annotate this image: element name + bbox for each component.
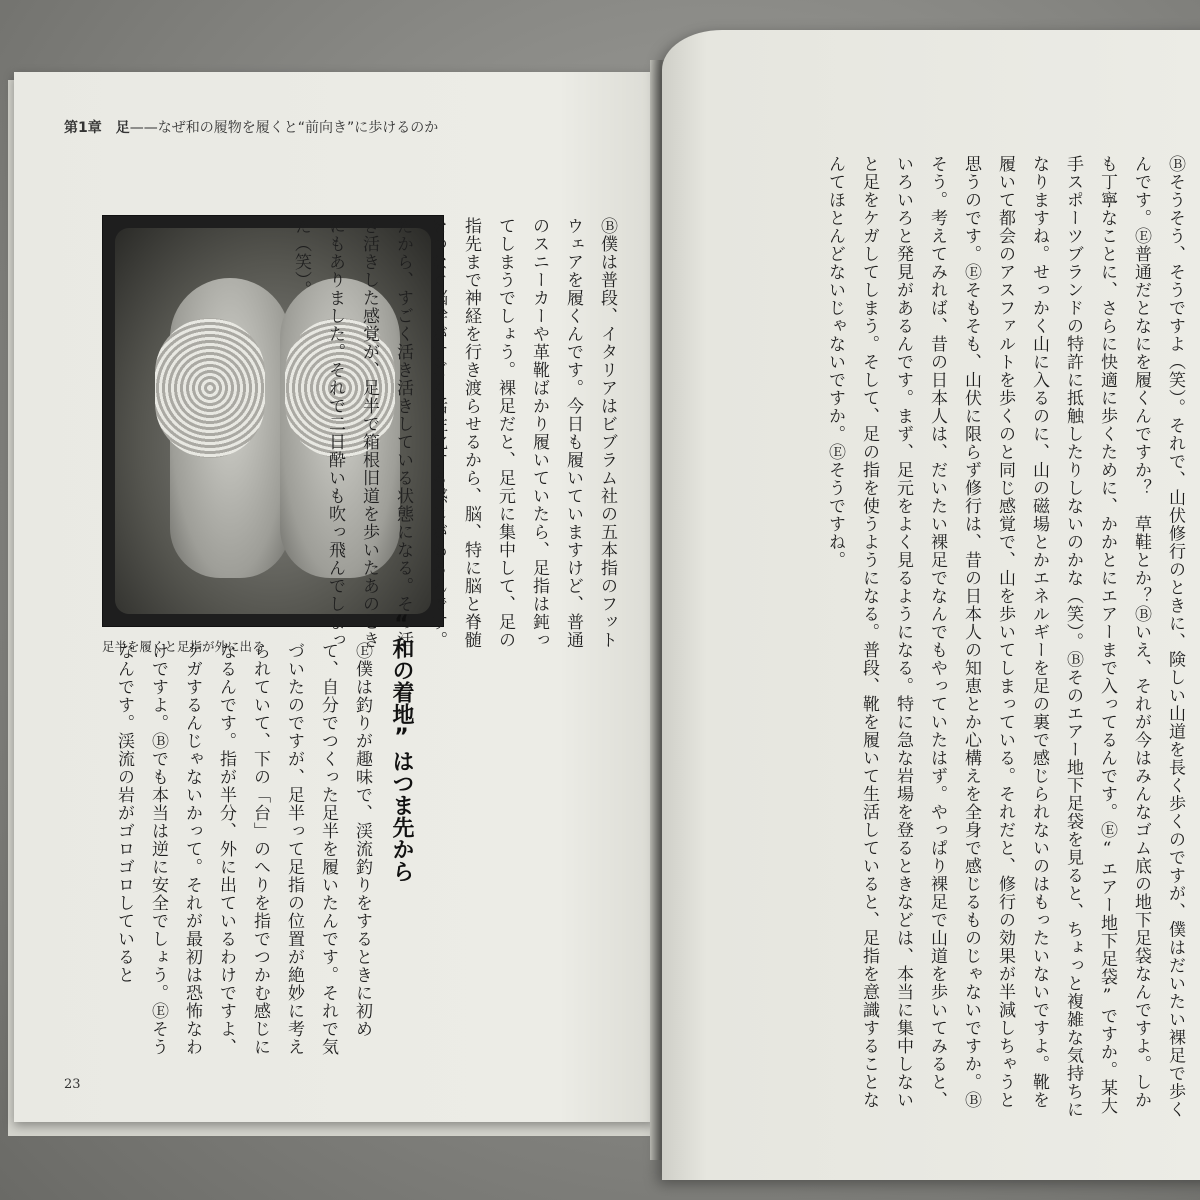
right-page bbox=[662, 30, 1200, 1180]
section-heading: “和の着地”はつま先から bbox=[389, 612, 414, 882]
left-upper-text: Ⓑ僕は普段、イタリアはビブラム社の五本指のフットウェアを履くんです。今日も履いていますけど、普通のスニーカーや革靴ばかり履いていたら、足指は鈍ってしまうでしょう。裸足だと、足元に集中して、足の指先まで神経を行き渡らせるから、脳、特に脳と脊髄をつなぐ脳幹がすごく活性化する感じがあるんです。だから、すごく活き活きしている状態になる。その活き活きした感覚が、足半で箱根旧道を歩いたあのときにもありました。それで二日酔いも吹っ飛んでしまった（笑）。 bbox=[291, 217, 617, 649]
running-header bbox=[64, 117, 438, 137]
left-straw-sandal bbox=[155, 318, 265, 458]
header-title: ——なぜ和の履物を履くと“前向き”に歩けるのか bbox=[129, 120, 439, 136]
header-chapter: 第1章 足 bbox=[64, 120, 130, 136]
page-number: 23 bbox=[64, 1077, 81, 1092]
left-page bbox=[14, 72, 654, 1122]
photo-caption: 足半を履くと足指が外に出る bbox=[102, 639, 265, 654]
right-page-text: Ⓑそうそう、そうですよ（笑）。それで、山伏修行のときに、険しい山道を長く歩くのですが、僕はだいたい裸足で歩くんです。Ⓔ普通だとなにを履くんですか？ 草鞋とか？Ⓑいえ、それが今はみんなゴム底の地下足袋なんですよ。しかも丁寧なことに、さらに快適に歩くために、かかとにエアーまで入ってるんです。Ⓔ“エアー地下足袋”ですか。某大手スポーツブランドの特許に抵触したりしないのかな（笑）。Ⓑそのエアー地下足袋を見ると、ちょっと複雑な気持ちになりますね。せっかく山に入るのに、山の磁場とかエネルギーを足の裏で感じられないのはもったいないですよ。靴を履いて都会のアスファルトを歩くのと同じ感覚で、山を歩いてしまっている。それだと、修行の効果が半減しちゃうと思うのです。Ⓔそもそも、山伏に限らず修行は、昔の日本人の知恵とか心構えを全身で感じるものじゃないですか。Ⓑそう。考えてみれば、昔の日本人は、だいたい裸足でなんでもやっていたはず。やっぱり裸足で山道を歩いてみると、いろいろと発見があるんです。まず、足元をよく見るようになる。特に急な岩場を登るときなどは、本当に集中しないと足をケガしてしまう。そして、足の指を使うようになる。普段、靴を履いて生活していると、足指を意識することなんてほとんどないじゃないですか。Ⓔそうですね。 bbox=[825, 155, 1185, 1119]
left-lower-text: Ⓔ僕は釣りが趣味で、渓流釣りをするときに初めて、自分でつくった足半を履いたんです。それで気づいたのですが、足半って足指の位置が絶妙に考えられていて、下の「台」のへりを指でつかむ感じになるんです。指が半分、外に出ているわけですよ、ケガするんじゃないかって。それが最初は恐怖なわけですよ。Ⓑでも本当は逆に安全でしょう。Ⓔそうなんです。渓流の岩がゴロゴロしていると bbox=[114, 642, 372, 1056]
